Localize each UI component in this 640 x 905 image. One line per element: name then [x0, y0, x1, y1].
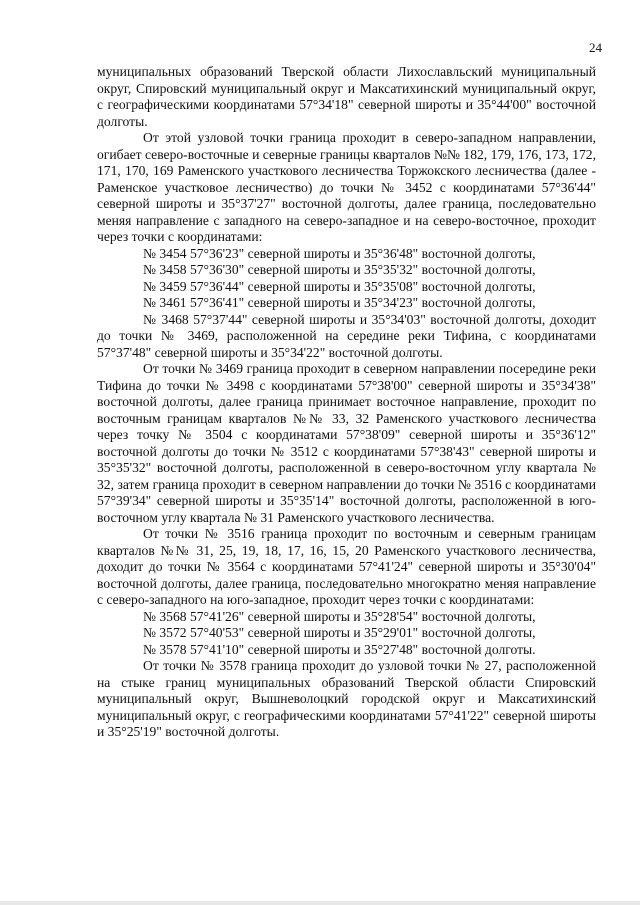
coordinate-point: № 3568 57°41'26" северной широты и 35°28'54" восточной долготы, [143, 608, 536, 624]
coordinate-point: № 3572 57°40'53" северной широты и 35°29'01" восточной долготы, [143, 625, 536, 640]
paragraph-continuation: муниципальных образований Тверской области Лихославльский муниципальный округ, Спировский муниципальный округ и Максатихинский муниципальный округ, с географическими координатами 57°34'18" северной широты и 35°44'00" восточной долготы. [97, 64, 596, 129]
coordinate-point: № 3459 57°36'44" северной широты и 35°35'08" восточной долготы, [143, 278, 536, 294]
document-body [97, 64, 596, 741]
paragraph-boundary-3469: От точки № 3469 граница проходит в северном направлении посередине реки Тифина до точки № 3498 с координатами 57°38'00" северной широты и 35°34'38" восточной долготы, далее граница принимает восточное направление, проходит по восточным границам кварталов №№ 33, 32 Раменского участкового лесничества через точку № 3504 с координатами 57°38'09" северной широты и 35°36'12" восточной долготы до точки № 3512 с координатами 57°38'43" северной широты и 35°35'32" восточной долготы, расположенной в северо-восточном углу квартала № 32, затем граница проходит в северном направлении до точки № 3516 с координатами 57°39'34" северной широты и 35°35'14" восточной долготы, расположенной в юго-восточном углу квартала № 31 Раменского участкового лесничества. [97, 361, 596, 525]
paragraph-boundary-3578: От точки № 3578 граница проходит до узловой точки № 27, расположенной на стыке границ муниципальных образований Тверской области Спировский муниципальный округ, Вышневолоцкий городской округ и Максатихинский муниципальный округ, с географическими координатами 57°41'22" северной широты и 35°25'19" восточной долготы. [97, 658, 596, 739]
coordinate-point: № 3458 57°36'30" северной широты и 35°35'32" восточной долготы, [143, 262, 536, 277]
page-number: 24 [589, 40, 602, 55]
paragraph-point-3468: № 3468 57°37'44" северной широты и 35°34'03" восточной долготы, доходит до точки № 3469, расположенной на середине реки Тифина, с координатами 57°37'48" северной широты и 35°34'22" восточной долготы. [97, 311, 596, 360]
paragraph-boundary-1: От этой узловой точки граница проходит в северо-западном направлении, огибает северо-восточные и северные границы кварталов №№ 182, 179, 176, 173, 172, 171, 170, 169 Раменского участкового лесничества Торжокского лесничества (далее - Раменское участковое лесничество) до точки № 3452 с координатами 57°36'44" северной широты и 35°37'27" восточной долготы, далее граница, последовательно меняя направление с западного на северо-западное и на северо-восточное, проходит через точки с координатами: [97, 130, 596, 244]
paragraph-boundary-3516: От точки № 3516 граница проходит по восточным и северным границам кварталов №№ 31, 25, 19, 18, 17, 16, 15, 20 Раменского участкового лесничества, доходит до точки № 3564 с координатами 57°41'24" северной широты и 35°30'04" восточной долготы, далее граница, последовательно многократно меняя направление с северо-западного на юго-западное, проходит через точки с координатами: [97, 526, 596, 607]
page-bottom-edge [0, 901, 640, 905]
coordinate-point: № 3454 57°36'23" северной широты и 35°36'48" восточной долготы, [143, 245, 536, 261]
coordinate-point: № 3578 57°41'10" северной широты и 35°27'48" восточной долготы. [143, 641, 536, 657]
coordinate-point: № 3461 57°36'41" северной широты и 35°34'23" восточной долготы, [143, 295, 536, 310]
